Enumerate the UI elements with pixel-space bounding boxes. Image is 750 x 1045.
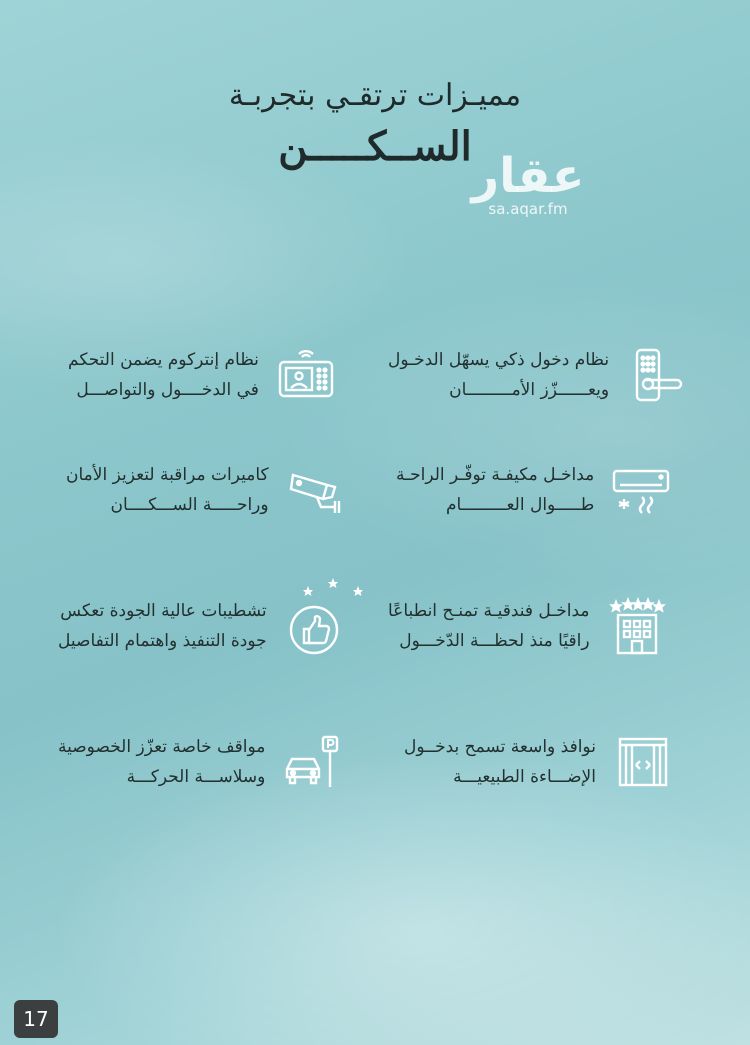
feature-line2: في الدخــــول والتواصـــل	[76, 380, 259, 400]
feature-line2: جودة التنفيذ واهتمام التفاصيل	[58, 631, 267, 651]
feature-line1: مداخـل مكيفـة توفّـر الراحـة	[396, 465, 595, 485]
feature-intercom	[68, 345, 335, 405]
feature-line1: كاميرات مراقبة لتعزيز الأمان	[66, 465, 269, 485]
smart-lock-icon	[627, 346, 685, 404]
header	[0, 78, 750, 170]
feature-text	[66, 460, 269, 520]
aqar-watermark	[468, 150, 588, 218]
intercom-icon	[277, 346, 335, 404]
feature-line2: وراحـــــة الســـكــــان	[110, 495, 269, 515]
air-conditioner-icon	[612, 461, 670, 519]
page-title-line2: الســكـــــن	[278, 123, 472, 170]
feature-line2: طـــــوال العـــــــــام	[445, 495, 595, 515]
feature-line2: الإضـــاءة الطبيعيـــة	[453, 767, 596, 787]
window-icon	[614, 733, 672, 791]
page-title-line1: مميـزات ترتقـي بتجربـة	[228, 78, 522, 113]
feature-air-conditioning	[396, 460, 670, 520]
parking-car-icon	[283, 733, 341, 791]
feature-text	[388, 596, 590, 656]
feature-line2: وسلاســـة الحركـــة	[126, 767, 266, 787]
feature-text	[388, 345, 609, 405]
feature-text	[404, 732, 596, 792]
feature-text	[396, 460, 594, 520]
feature-line2: راقيًا منذ لحظـــة الدّخـــول	[399, 631, 590, 651]
feature-text	[58, 596, 267, 656]
feature-line2: ويعــــــزّز الأمـــــــــان	[449, 380, 610, 400]
watermark-logo-text: عقار	[471, 148, 585, 204]
feature-private-parking	[58, 732, 341, 792]
feature-line1: مداخـل فندقيـة تمنـح انطباعًا	[388, 601, 590, 621]
feature-line1: تشطيبات عالية الجودة تعكس	[60, 601, 267, 621]
feature-smart-entry	[388, 345, 685, 405]
feature-hotel-entrance	[388, 596, 666, 656]
feature-line1: نظام دخول ذكي يسهّل الدخـول	[388, 350, 610, 370]
feature-text	[68, 345, 259, 405]
quality-thumbs-up-icon	[285, 597, 343, 655]
feature-high-quality-finishes	[58, 596, 343, 656]
hotel-building-icon	[608, 597, 666, 655]
feature-line1: نوافذ واسعة تسمح بدخــول	[404, 737, 596, 757]
security-camera-icon	[287, 461, 345, 519]
stars-decoration-icon	[300, 578, 366, 600]
feature-line1: نظام إنتركوم يضمن التحكم	[68, 350, 259, 370]
feature-cameras	[66, 460, 345, 520]
feature-wide-windows	[404, 732, 672, 792]
page-number-badge: 17	[14, 1000, 58, 1038]
feature-line1: مواقف خاصة تعزّز الخصوصية	[58, 737, 266, 757]
feature-text	[58, 732, 265, 792]
watermark-url: sa.aqar.fm	[488, 200, 568, 218]
